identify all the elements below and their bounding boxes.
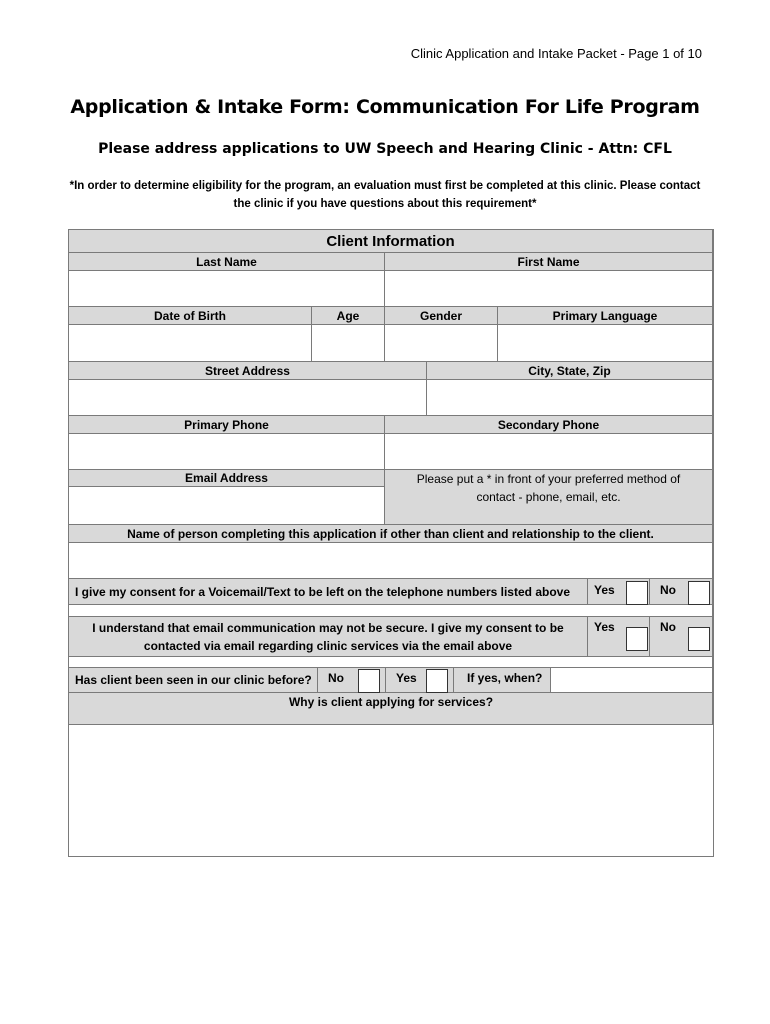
form-subtitle: Please address applications to UW Speech and Hearing Clinic - Attn: CFL <box>98 141 672 157</box>
why-applying-label: Why is client applying for services? <box>288 695 494 709</box>
email-address-field[interactable] <box>69 487 385 525</box>
seen-no-cell <box>318 668 386 693</box>
age-label: Age <box>312 307 385 325</box>
email-no-cell <box>650 617 713 657</box>
preferred-contact-note: Please put a * in front of your preferred method of contact - phone, email, etc. <box>385 470 713 525</box>
gender-field[interactable] <box>385 325 498 362</box>
voicemail-yes-label: Yes <box>594 583 615 597</box>
dob-field[interactable] <box>69 325 312 362</box>
primary-phone-field[interactable] <box>69 434 385 470</box>
eligibility-note: *In order to determine eligibility for the program, an evaluation must first be completed at this clinic. Please contact the clinic if you have questions about this requirement* <box>69 180 701 210</box>
why-applying-cell <box>69 693 713 725</box>
primary-phone-label: Primary Phone <box>69 416 385 434</box>
spacer-row <box>69 605 713 617</box>
dob-label: Date of Birth <box>69 307 312 325</box>
seen-yes-cell <box>386 668 454 693</box>
first-name-field[interactable] <box>385 271 713 307</box>
voicemail-no-cell <box>650 579 713 605</box>
secondary-phone-label: Secondary Phone <box>385 416 713 434</box>
if-yes-when-label: If yes, when? <box>467 671 543 685</box>
if-yes-when-cell <box>454 668 551 693</box>
completer-label: Name of person completing this application if other than client and relationship to the client. <box>69 525 713 543</box>
city-state-zip-field[interactable] <box>427 380 713 416</box>
seen-no-checkbox[interactable] <box>358 669 380 693</box>
primary-language-label: Primary Language <box>498 307 713 325</box>
completer-field[interactable] <box>69 543 713 579</box>
voicemail-yes-cell <box>588 579 650 605</box>
voicemail-no-label: No <box>660 583 676 597</box>
last-name-label: Last Name <box>69 253 385 271</box>
spacer-row <box>69 657 713 668</box>
email-yes-checkbox[interactable] <box>626 627 648 651</box>
email-consent-label: I understand that email communication may not be secure. I give my consent to be contacted via email regarding clinic services via the email above <box>69 617 588 657</box>
last-name-field[interactable] <box>69 271 385 307</box>
if-yes-when-field[interactable] <box>551 668 713 693</box>
voicemail-consent-label: I give my consent for a Voicemail/Text to be left on the telephone numbers listed above <box>69 579 588 605</box>
form-title: Application & Intake Form: Communication For Life Program <box>70 96 700 118</box>
age-field[interactable] <box>312 325 385 362</box>
email-address-label: Email Address <box>69 470 385 487</box>
secondary-phone-field[interactable] <box>385 434 713 470</box>
street-address-label: Street Address <box>69 362 427 380</box>
email-no-label: No <box>660 620 676 634</box>
primary-language-field[interactable] <box>498 325 713 362</box>
seen-yes-checkbox[interactable] <box>426 669 448 693</box>
city-state-zip-label: City, State, Zip <box>427 362 713 380</box>
page-header: Clinic Application and Intake Packet - Page 1 of 10 <box>410 46 702 61</box>
email-yes-label: Yes <box>594 620 615 634</box>
client-information-form <box>68 229 714 857</box>
section-title: Client Information <box>69 230 713 253</box>
email-no-checkbox[interactable] <box>688 627 710 651</box>
voicemail-yes-checkbox[interactable] <box>626 581 648 605</box>
seen-before-label: Has client been seen in our clinic before? <box>69 668 318 693</box>
voicemail-no-checkbox[interactable] <box>688 581 710 605</box>
gender-label: Gender <box>385 307 498 325</box>
seen-yes-label: Yes <box>396 671 417 685</box>
why-applying-field[interactable] <box>69 725 713 856</box>
email-yes-cell <box>588 617 650 657</box>
seen-no-label: No <box>328 671 344 685</box>
first-name-label: First Name <box>385 253 713 271</box>
street-address-field[interactable] <box>69 380 427 416</box>
